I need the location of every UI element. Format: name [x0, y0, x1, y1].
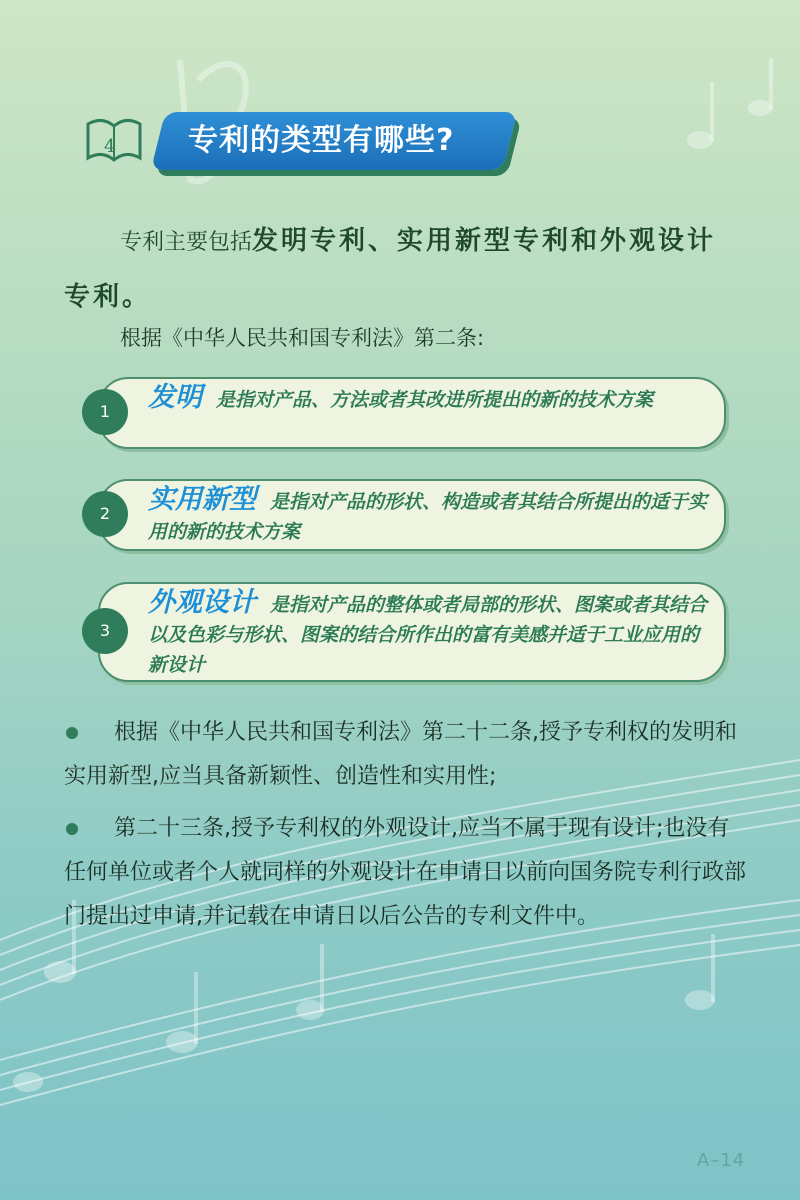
intro-highlight: 发明专利、实用新型专利和外观设计专利: [64, 226, 717, 312]
paragraph-article-22: 根据《中华人民共和国专利法》第二十二条,授予专利权的发明和实用新型,应当具备新颖性、创造性和实用性;: [64, 720, 737, 789]
card-design: [98, 582, 726, 682]
card-title: 外观设计: [148, 587, 256, 618]
paragraph-article-23: 第二十三条,授予专利权的外观设计,应当不属于现有设计;也没有任何单位或者个人就同样的外观设计在申请日以前向国务院专利行政部门提出过申请,并记载在申请日以后公告的专利文件中。: [64, 816, 747, 929]
card-text: 是指对产品的形状、构造或者其结合所提出的适于实用的新的技术方案: [148, 491, 708, 543]
page-number: A–14: [697, 1150, 746, 1171]
law-reference: 根据《中华人民共和国专利法》第二条:: [120, 326, 485, 350]
intro-lead: 专利主要包括: [120, 230, 253, 255]
card-invention: [98, 377, 726, 449]
intro-end: 。: [122, 282, 149, 312]
intro-paragraph: [64, 214, 744, 324]
page-title: 专利的类型有哪些?: [188, 123, 455, 158]
card-title: 发明: [148, 382, 202, 413]
card-number-badge: 1: [82, 389, 128, 435]
card-utility-model: [98, 479, 726, 551]
card-number-badge: 2: [82, 491, 128, 537]
card-number-badge: 3: [82, 608, 128, 654]
card-title: 实用新型: [148, 484, 256, 515]
card-text: 是指对产品、方法或者其改进所提出的新的技术方案: [216, 389, 654, 411]
card-text: 是指对产品的整体或者局部的形状、图案或者其结合以及色彩与形状、图案的结合所作出的富有美感并适于工业应用的新设计: [148, 594, 708, 676]
heading-number: 4: [104, 136, 116, 157]
